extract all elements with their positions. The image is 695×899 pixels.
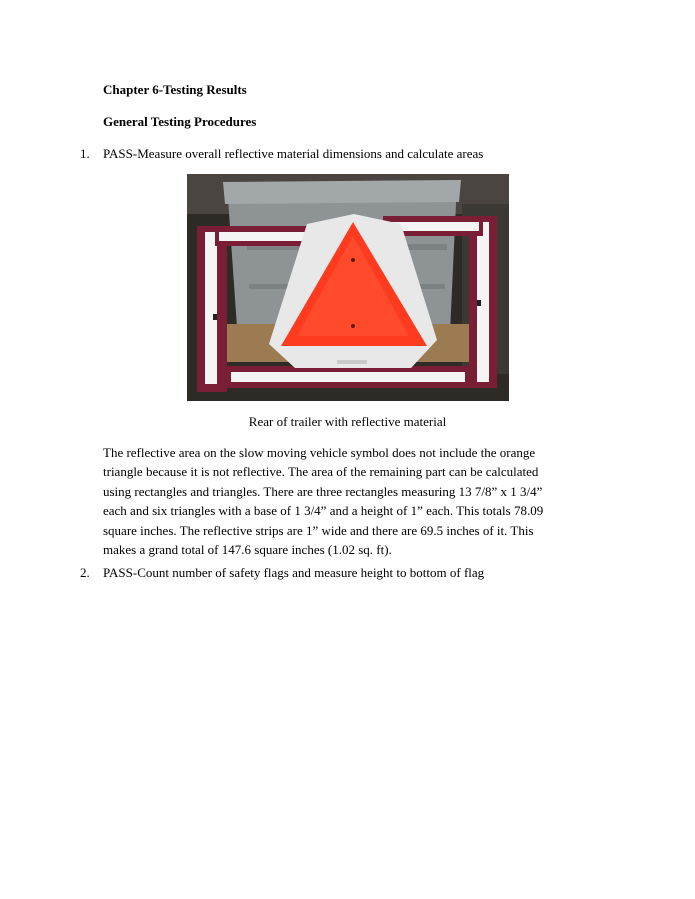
storage-bin-lid [223,180,461,204]
strip-left [205,232,217,384]
paragraph-line: The reflective area on the slow moving vehicle symbol does not include the orange [103,445,536,460]
clip [213,314,217,320]
list-item-number: 2. [80,565,90,580]
paragraph-line: using rectangles and triangles. There are three rectangles measuring 13 7/8” x 1 3/4” [103,483,543,499]
paragraph-line: makes a grand total of 147.6 square inches (1.02 sq. ft). [103,542,392,558]
list-item [80,565,484,581]
sign-bolt [351,258,355,262]
figure-caption: Rear of trailer with reflective material [248,414,447,429]
strip-bottom [231,372,465,382]
list-item-text: PASS-Count number of safety flags and measure height to bottom of flag [103,565,485,580]
paragraph-line: triangle because it is not reflective. The area of the remaining part can be calculated [103,464,539,480]
sign-bolt [351,324,355,328]
list-item-text: PASS-Measure overall reflective material dimensions and calculate areas [103,146,484,161]
paragraph-line: square inches. The reflective strips are 1” wide and there are 69.5 inches of it. This [103,522,534,538]
sign-label [337,360,367,364]
paragraph-line: each and six triangles with a base of 1 3/4” and a height of 1” each. This totals 78.09 [103,503,544,519]
chapter-title: Chapter 6-Testing Results [103,82,247,97]
list-item [80,146,483,162]
trailer-photo [187,174,509,401]
section-title: General Testing Procedures [103,114,257,129]
clip [477,300,481,306]
body-paragraph [103,443,583,559]
list-item-number: 1. [80,146,90,161]
